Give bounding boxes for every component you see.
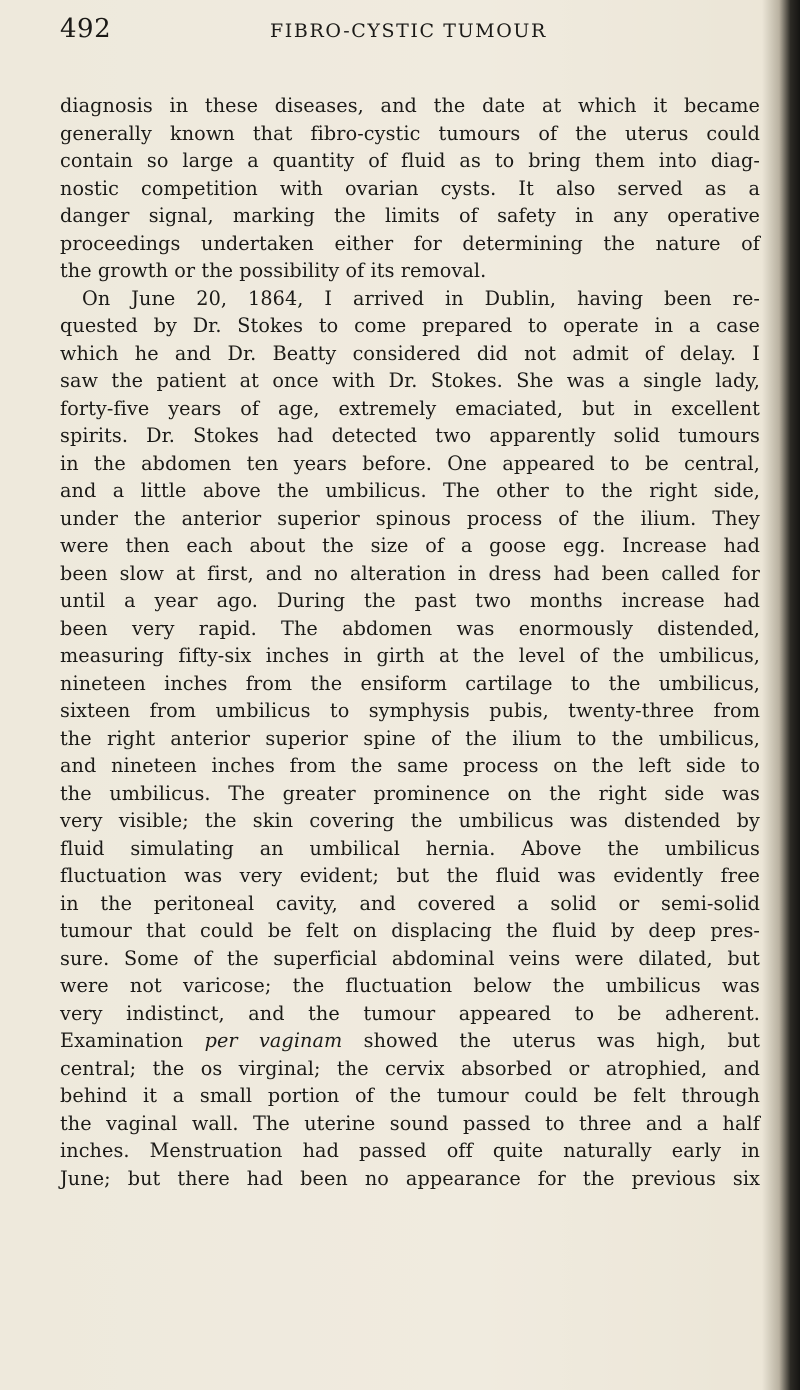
text-line: the growth or the possibility of its removal.: [60, 259, 487, 282]
text-line: quested by Dr. Stokes to come prepared to operate in a case: [60, 314, 760, 337]
text-line: saw the patient at once with Dr. Stokes. She was a single lady,: [60, 369, 760, 392]
text-line: been slow at first, and no alteration in dress had been called for: [60, 561, 760, 585]
text-line: and a little above the umbilicus. The other to the right side,: [60, 479, 760, 502]
text-line: the right anterior superior spine of the ilium to the umbilicus,: [60, 726, 760, 750]
text-line: measuring fifty-six inches in girth at the level of the umbilicus,: [60, 644, 760, 667]
text-line: tumour that could be felt on displacing the fluid by deep pres-: [60, 919, 760, 942]
text-line: sure. Some of the superficial abdominal veins were dilated, but: [60, 946, 760, 970]
text-line: central; the os virginal; the cervix absorbed or atrophied, and: [60, 1056, 760, 1080]
book-spine-shadow: [762, 0, 800, 1390]
text-line: the umbilicus. The greater prominence on the right side was: [60, 781, 760, 805]
text-line: behind it a small portion of the tumour could be felt through: [60, 1084, 760, 1107]
body-text: [60, 92, 760, 1192]
text-line: in the peritoneal cavity, and covered a solid or semi-solid: [60, 891, 760, 915]
text-line: sixteen from umbilicus to symphysis pubis, twenty-three from: [60, 699, 760, 722]
text-line: and nineteen inches from the same process on the left side to: [60, 754, 760, 777]
text-line: On June 20, 1864, I arrived in Dublin, having been re-: [82, 286, 760, 310]
text-line: danger signal, marking the limits of safety in any operative: [60, 204, 760, 227]
latin-phrase: per vaginam: [204, 1029, 343, 1052]
text-line: the vaginal wall. The uterine sound passed to three and a half: [60, 1111, 760, 1135]
page-number: 492: [60, 14, 112, 44]
text-line: fluctuation was very evident; but the fluid was evidently free: [60, 864, 760, 887]
text-line: under the anterior superior spinous process of the ilium. They: [60, 506, 760, 530]
text-line: spirits. Dr. Stokes had detected two apparently solid tumours: [60, 424, 760, 447]
text-line: [60, 1027, 760, 1055]
text-line: been very rapid. The abdomen was enormously distended,: [60, 616, 760, 640]
text-line: in the abdomen ten years before. One appeared to be central,: [60, 451, 760, 475]
text-line: inches. Menstruation had passed off quite naturally early in: [60, 1139, 760, 1162]
text-line: forty-five years of age, extremely emaciated, but in excellent: [60, 396, 760, 420]
running-head: FIBRO-CYSTIC TUMOUR: [270, 20, 547, 42]
text-line: were not varicose; the fluctuation below the umbilicus was: [60, 974, 760, 997]
text-line: nineteen inches from the ensiform cartilage to the umbilicus,: [60, 671, 760, 695]
text-line: until a year ago. During the past two months increase had: [60, 589, 760, 612]
page-header: [60, 14, 760, 54]
text-line: very visible; the skin covering the umbilicus was distended by: [60, 809, 760, 832]
text-line: contain so large a quantity of fluid as to bring them into diag-: [60, 149, 760, 172]
text-line: June; but there had been no appearance for the previous six: [60, 1166, 760, 1190]
text-line: which he and Dr. Beatty considered did not admit of delay. I: [60, 341, 760, 365]
text-segment: showed the uterus was high, but: [363, 1029, 761, 1052]
text-line: generally known that fibro-cystic tumours of the uterus could: [60, 121, 760, 145]
text-line: nostic competition with ovarian cysts. It also served as a: [60, 176, 760, 200]
text-line: very indistinct, and the tumour appeared to be adherent.: [60, 1001, 760, 1025]
text-segment: Examination: [60, 1029, 184, 1052]
text-line: fluid simulating an umbilical hernia. Above the umbilicus: [60, 836, 760, 860]
text-line: proceedings undertaken either for determining the nature of: [60, 231, 760, 255]
text-line: diagnosis in these diseases, and the date at which it became: [60, 94, 760, 117]
text-line: were then each about the size of a goose egg. Increase had: [60, 534, 760, 557]
